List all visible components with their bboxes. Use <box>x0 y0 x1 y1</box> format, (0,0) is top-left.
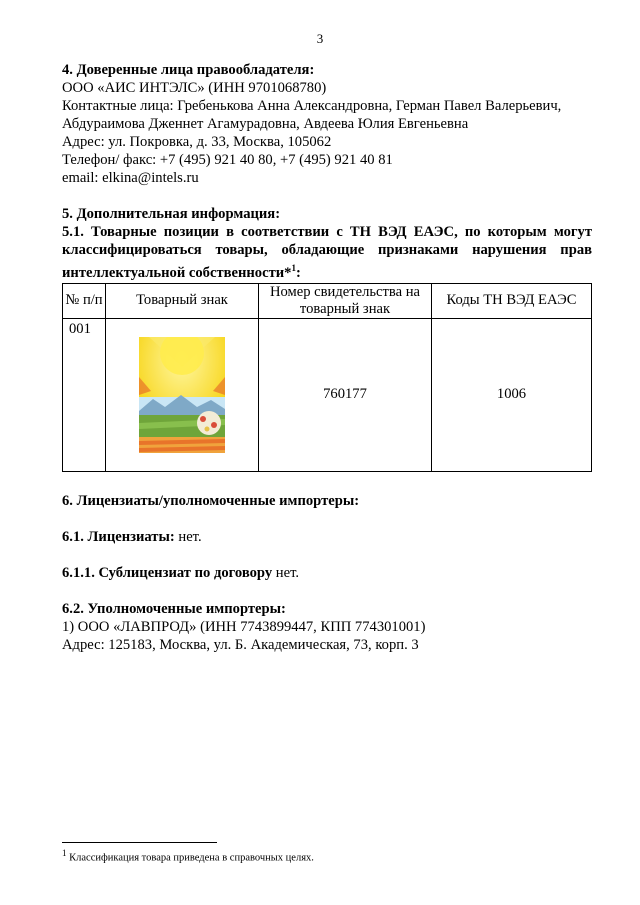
footnote: $^1$ Классификация товара приведена в справочных целях. <box>62 848 314 864</box>
trustee-email: email: elkina@intels.ru <box>62 170 199 186</box>
importer-1: 1) ООО «ЛАВПРОД» (ИНН 7743899447, КПП 774301001) <box>62 618 426 635</box>
trademark-table <box>62 283 592 472</box>
trademark-image-cell <box>106 318 259 471</box>
trustee-address: Адрес: ул. Покровка, д. 33, Москва, 105062 <box>62 134 332 150</box>
header-certificate: Номер свидетельства на товарный знак <box>259 283 432 318</box>
row-codes: 1006 <box>432 318 592 471</box>
importer-1-address: Адрес: 125183, Москва, ул. Б. Академическая, 73, корп. 3 <box>62 636 419 653</box>
licensees-line: 6.1. Лицензиаты: нет. <box>62 528 202 545</box>
trustee-phone: Телефон/ факс: +7 (495) 921 40 80, +7 (495) 921 40 81 <box>62 152 393 168</box>
table-row <box>63 318 592 471</box>
contacts-line-2: Абдураимова Дженнет Агамурадовна, Авдеева Юлия Евгеньевна <box>62 116 469 132</box>
trademark-logo <box>139 337 225 453</box>
row-num: 001 <box>63 318 106 471</box>
section-4-heading: 4. Доверенные лица правообладателя: <box>62 62 315 78</box>
document-body <box>62 61 592 654</box>
contacts-line-1: Контактные лица: Гребенькова Анна Александровна, Герман Павел Валерьевич, <box>62 98 562 114</box>
section-5-1-heading: 5.1. Товарные позиции в соответствии с ТН ВЭД ЕАЭС, по которым могут классифицироваться товары, обладающие признаками нарушения прав интеллектуальной собственности*$^1$: <box>62 224 592 281</box>
section-6-heading: 6. Лицензиаты/уполномоченные импортеры: <box>62 492 360 509</box>
header-codes: Коды ТН ВЭД ЕАЭС <box>432 283 592 318</box>
trustee-company: ООО «АИС ИНТЭЛС» (ИНН 9701068780) <box>62 80 327 96</box>
sublicensee-line: 6.1.1. Сублицензиат по договору нет. <box>62 564 300 581</box>
row-certificate: 760177 <box>259 318 432 471</box>
section-5-heading: 5. Дополнительная информация: <box>62 206 281 222</box>
header-trademark: Товарный знак <box>106 283 259 318</box>
header-num: № п/п <box>63 283 106 318</box>
footnote-divider <box>62 842 217 843</box>
table-header-row <box>63 283 592 318</box>
importers-heading: 6.2. Уполномоченные импортеры: <box>62 600 286 617</box>
page-number: 3 <box>316 31 324 46</box>
